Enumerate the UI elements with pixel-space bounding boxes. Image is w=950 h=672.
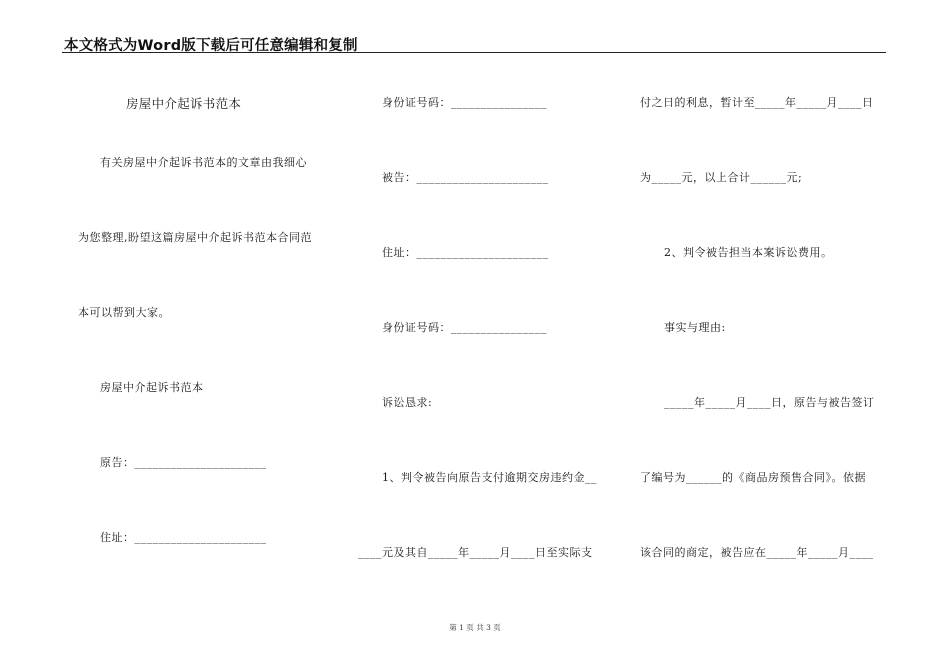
address-field: 住址：______________________ — [100, 531, 267, 544]
document-header: 本文格式为Word版下载后可任意编辑和复制 — [64, 38, 358, 54]
id-number-field: 身份证号码：________________ — [382, 96, 547, 109]
paragraph-line: 1、判令被告向原告支付逾期交房违约金__ — [382, 471, 597, 484]
address-field: 住址：______________________ — [382, 246, 549, 259]
paragraph-line: 有关房屋中介起诉书范本的文章由我细心 — [100, 156, 307, 169]
defendant-field: 被告：______________________ — [382, 171, 549, 184]
plaintiff-field: 原告：______________________ — [100, 456, 267, 469]
paragraph-line: 了编号为______的《商品房预售合同》。依据 — [640, 471, 866, 484]
section-heading: 房屋中介起诉书范本 — [100, 381, 204, 394]
paragraph-line: ____元及其自_____年_____月____日至实际支 — [358, 546, 593, 559]
page-number: 第 1 页 共 3 页 — [449, 623, 501, 632]
section-heading: 事实与理由: — [664, 321, 726, 334]
paragraph-line: 本可以帮到大家。 — [78, 306, 170, 319]
header-rule — [62, 52, 886, 53]
id-number-field: 身份证号码：________________ — [382, 321, 547, 334]
paragraph-line: 为_____元，以上合计______元; — [640, 171, 803, 184]
paragraph-line: _____年_____月____日，原告与被告签订 — [664, 396, 875, 409]
paragraph-line: 付之日的利息，暂计至_____年_____月____日 — [640, 96, 874, 109]
paragraph-line: 为您整理,盼望这篇房屋中介起诉书范本合同范 — [78, 231, 312, 244]
paragraph-line: 2、判令被告担当本案诉讼费用。 — [664, 246, 833, 259]
paragraph-line: 该合同的商定，被告应在_____年_____月____ — [640, 546, 874, 559]
document-title: 房屋中介起诉书范本 — [126, 96, 242, 111]
claims-heading: 诉讼恳求: — [382, 396, 433, 409]
